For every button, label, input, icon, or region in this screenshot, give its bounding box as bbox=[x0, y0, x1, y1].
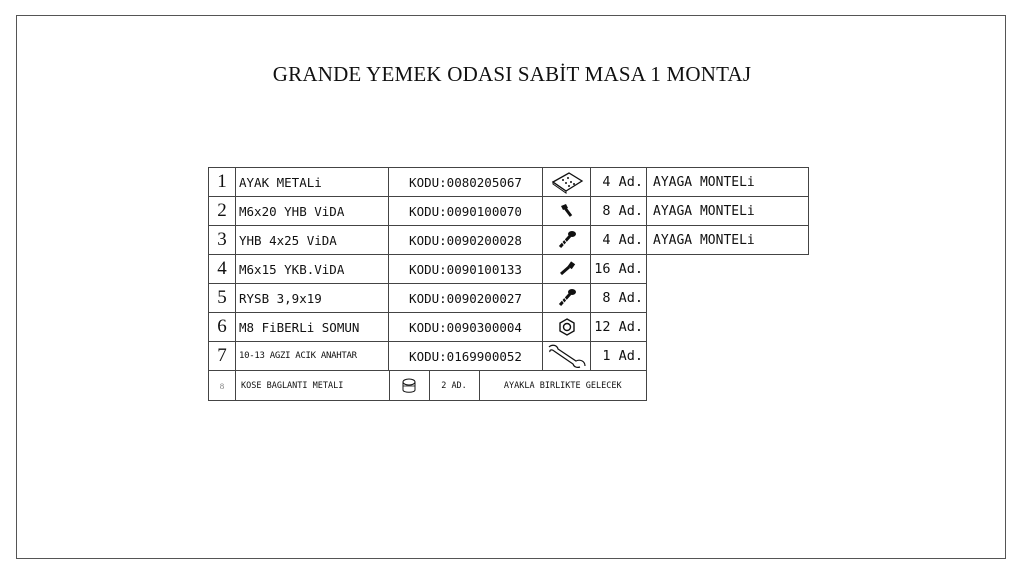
part-name: RYSB 3,9x19 bbox=[236, 284, 389, 313]
part-name: AYAK METALi bbox=[236, 168, 389, 197]
table-row bbox=[209, 371, 809, 401]
table-row bbox=[209, 284, 809, 313]
part-code: KODU:0090100070 bbox=[389, 197, 543, 226]
part-name: M6x20 YHB ViDA bbox=[236, 197, 389, 226]
table-row bbox=[209, 168, 809, 197]
part-number: 6 bbox=[209, 313, 236, 342]
part-quantity: 8 Ad. bbox=[591, 197, 647, 226]
part-number: 3 bbox=[209, 226, 236, 255]
part-quantity: 16 Ad. bbox=[591, 255, 647, 284]
table-row bbox=[209, 226, 809, 255]
part-code: KODU:0080205067 bbox=[389, 168, 543, 197]
part-code: KODU:0169900052 bbox=[389, 342, 543, 371]
part-note: AYAGA MONTELi bbox=[647, 168, 809, 197]
table-row bbox=[209, 313, 809, 342]
table-row bbox=[209, 197, 809, 226]
part-code: KODU:0090200027 bbox=[389, 284, 543, 313]
part-name: YHB 4x25 ViDA bbox=[236, 226, 389, 255]
part-number: 4 bbox=[209, 255, 236, 284]
part-code: KODU:0090100133 bbox=[389, 255, 543, 284]
part-name: M6x15 YKB.ViDA bbox=[236, 255, 389, 284]
part-name: KOSE BAGLANTI METALI bbox=[241, 380, 344, 391]
part-quantity: 8 Ad. bbox=[591, 284, 647, 313]
nut-icon bbox=[543, 313, 591, 342]
wrench-icon bbox=[543, 342, 591, 371]
metal-plate-icon bbox=[543, 168, 591, 197]
part-quantity: 1 Ad. bbox=[591, 342, 647, 371]
bolt-icon bbox=[543, 255, 591, 284]
part-name: 10-13 AGZI ACIK ANAHTAR bbox=[236, 342, 389, 371]
part-number: 7 bbox=[209, 342, 236, 371]
part-quantity: 4 Ad. bbox=[591, 168, 647, 197]
corner-bracket-icon bbox=[389, 371, 429, 400]
part-note: AYAKLA BIRLIKTE GELECEK bbox=[479, 371, 646, 400]
table-row bbox=[209, 255, 809, 284]
table-row bbox=[209, 342, 809, 371]
part-quantity: 2 AD. bbox=[429, 371, 479, 400]
page-title: GRANDE YEMEK ODASI SABİT MASA 1 MONTAJ bbox=[272, 62, 752, 86]
screw-icon bbox=[543, 197, 591, 226]
part-number: 5 bbox=[209, 284, 236, 313]
part-number: 8 bbox=[209, 371, 236, 401]
part-quantity: 4 Ad. bbox=[591, 226, 647, 255]
part-note: AYAGA MONTELi bbox=[647, 197, 809, 226]
part-number: 2 bbox=[209, 197, 236, 226]
part-code: KODU:0090200028 bbox=[389, 226, 543, 255]
wood-screw-icon bbox=[543, 226, 591, 255]
part-note: AYAGA MONTELi bbox=[647, 226, 809, 255]
part-quantity: 12 Ad. bbox=[591, 313, 647, 342]
part-number: 1 bbox=[209, 168, 236, 197]
part-name: M8 FiBERLi SOMUN bbox=[236, 313, 389, 342]
wood-screw-icon bbox=[543, 284, 591, 313]
part-code: KODU:0090300004 bbox=[389, 313, 543, 342]
parts-table bbox=[208, 167, 809, 401]
